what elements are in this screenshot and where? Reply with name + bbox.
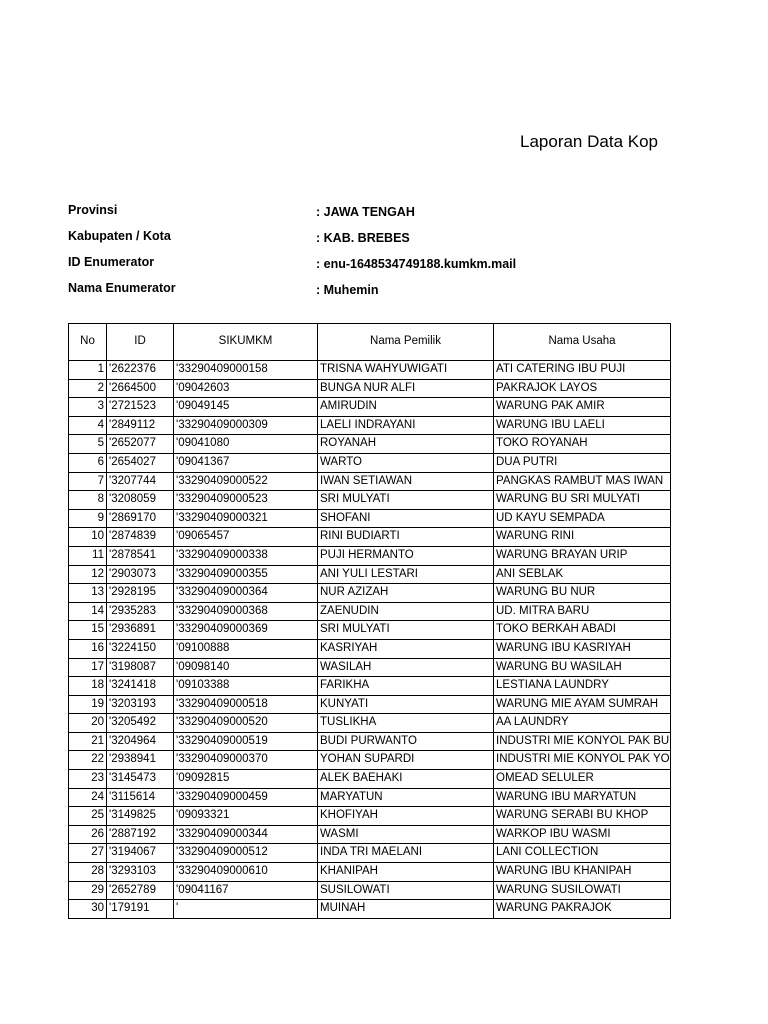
meta-value-nama-enumerator: : Muhemin: [316, 283, 379, 297]
table-row: [69, 825, 671, 844]
cell-sikumkm: '09065457: [174, 528, 318, 547]
cell-sikumkm: '33290409000370: [174, 751, 318, 770]
table-body: [69, 361, 671, 919]
cell-id: '2654027: [107, 453, 174, 472]
cell-id: '3293103: [107, 863, 174, 882]
table-row: [69, 881, 671, 900]
cell-sikumkm: '09041080: [174, 435, 318, 454]
cell-id: '3224150: [107, 639, 174, 658]
cell-nama-usaha: WARKOP IBU WASMI: [494, 825, 671, 844]
cell-sikumkm: '33290409000459: [174, 788, 318, 807]
cell-nama-pemilik: FARIKHA: [318, 677, 494, 696]
cell-sikumkm: '09103388: [174, 677, 318, 696]
header-sikumkm: SIKUMKM: [174, 324, 318, 361]
cell-sikumkm: '33290409000519: [174, 732, 318, 751]
cell-no: 18: [69, 677, 107, 696]
table-row: [69, 900, 671, 919]
cell-nama-pemilik: KASRIYAH: [318, 639, 494, 658]
header-id: ID: [107, 324, 174, 361]
cell-nama-usaha: LANI COLLECTION: [494, 844, 671, 863]
cell-id: '3198087: [107, 658, 174, 677]
cell-id: '3194067: [107, 844, 174, 863]
cell-id: '3241418: [107, 677, 174, 696]
cell-nama-pemilik: TUSLIKHA: [318, 714, 494, 733]
cell-sikumkm: '09098140: [174, 658, 318, 677]
cell-no: 13: [69, 584, 107, 603]
table-row: [69, 714, 671, 733]
meta-label-nama-enumerator: Nama Enumerator: [68, 281, 176, 295]
header-nama-pemilik: Nama Pemilik: [318, 324, 494, 361]
cell-nama-usaha: WARUNG IBU MARYATUN: [494, 788, 671, 807]
cell-nama-usaha: PAKRAJOK LAYOS: [494, 379, 671, 398]
cell-no: 29: [69, 881, 107, 900]
cell-nama-pemilik: KUNYATI: [318, 695, 494, 714]
cell-sikumkm: '09100888: [174, 639, 318, 658]
cell-nama-usaha: TOKO BERKAH ABADI: [494, 621, 671, 640]
table-row: [69, 584, 671, 603]
cell-nama-pemilik: MUINAH: [318, 900, 494, 919]
cell-no: 10: [69, 528, 107, 547]
cell-id: '2869170: [107, 509, 174, 528]
cell-nama-usaha: LESTIANA LAUNDRY: [494, 677, 671, 696]
data-table: [68, 323, 671, 919]
cell-nama-usaha: ATI CATERING IBU PUJI: [494, 361, 671, 380]
cell-nama-pemilik: TRISNA WAHYUWIGATI: [318, 361, 494, 380]
cell-sikumkm: '09041367: [174, 453, 318, 472]
cell-no: 20: [69, 714, 107, 733]
cell-nama-usaha: INDUSTRI MIE KONYOL PAK BU: [494, 732, 671, 751]
cell-sikumkm: '33290409000518: [174, 695, 318, 714]
cell-id: '3205492: [107, 714, 174, 733]
cell-sikumkm: '33290409000520: [174, 714, 318, 733]
cell-nama-usaha: WARUNG MIE AYAM SUMRAH: [494, 695, 671, 714]
cell-no: 12: [69, 565, 107, 584]
cell-sikumkm: '33290409000364: [174, 584, 318, 603]
table-row: [69, 528, 671, 547]
cell-no: 5: [69, 435, 107, 454]
cell-no: 26: [69, 825, 107, 844]
cell-sikumkm: '33290409000369: [174, 621, 318, 640]
cell-id: '2874839: [107, 528, 174, 547]
cell-sikumkm: '33290409000158: [174, 361, 318, 380]
cell-sikumkm: '09042603: [174, 379, 318, 398]
cell-nama-usaha: WARUNG BU NUR: [494, 584, 671, 603]
cell-no: 24: [69, 788, 107, 807]
cell-nama-usaha: WARUNG PAKRAJOK: [494, 900, 671, 919]
cell-nama-usaha: TOKO ROYANAH: [494, 435, 671, 454]
table-row: [69, 751, 671, 770]
meta-value-provinsi: : JAWA TENGAH: [316, 205, 415, 219]
cell-nama-pemilik: SRI MULYATI: [318, 621, 494, 640]
cell-id: '3115614: [107, 788, 174, 807]
cell-nama-pemilik: YOHAN SUPARDI: [318, 751, 494, 770]
table-row: [69, 695, 671, 714]
cell-no: 15: [69, 621, 107, 640]
cell-nama-pemilik: WARTO: [318, 453, 494, 472]
table-row: [69, 677, 671, 696]
cell-nama-usaha: ANI SEBLAK: [494, 565, 671, 584]
cell-no: 4: [69, 416, 107, 435]
cell-sikumkm: '33290409000523: [174, 491, 318, 510]
cell-no: 6: [69, 453, 107, 472]
cell-no: 27: [69, 844, 107, 863]
cell-id: '3149825: [107, 807, 174, 826]
cell-nama-usaha: PANGKAS RAMBUT MAS IWAN: [494, 472, 671, 491]
cell-no: 25: [69, 807, 107, 826]
meta-label-id-enumerator: ID Enumerator: [68, 255, 155, 269]
cell-id: '3208059: [107, 491, 174, 510]
table-row: [69, 435, 671, 454]
cell-nama-pemilik: SUSILOWATI: [318, 881, 494, 900]
table-header-row: [69, 324, 671, 361]
cell-nama-usaha: WARUNG IBU KHANIPAH: [494, 863, 671, 882]
cell-nama-pemilik: LAELI INDRAYANI: [318, 416, 494, 435]
table-row: [69, 770, 671, 789]
cell-nama-usaha: WARUNG SERABI BU KHOP: [494, 807, 671, 826]
cell-nama-pemilik: ROYANAH: [318, 435, 494, 454]
cell-id: '2849112: [107, 416, 174, 435]
cell-sikumkm: '33290409000522: [174, 472, 318, 491]
cell-id: '2935283: [107, 602, 174, 621]
cell-nama-pemilik: IWAN SETIAWAN: [318, 472, 494, 491]
cell-nama-usaha: WARUNG BU WASILAH: [494, 658, 671, 677]
cell-no: 3: [69, 398, 107, 417]
cell-no: 2: [69, 379, 107, 398]
cell-id: '3207744: [107, 472, 174, 491]
table-row: [69, 361, 671, 380]
table-row: [69, 602, 671, 621]
cell-nama-pemilik: BUDI PURWANTO: [318, 732, 494, 751]
cell-nama-usaha: DUA PUTRI: [494, 453, 671, 472]
cell-sikumkm: '09049145: [174, 398, 318, 417]
cell-sikumkm: '33290409000338: [174, 546, 318, 565]
table-row: [69, 398, 671, 417]
cell-id: '2903073: [107, 565, 174, 584]
cell-sikumkm: '09092815: [174, 770, 318, 789]
table-row: [69, 453, 671, 472]
cell-sikumkm: '33290409000321: [174, 509, 318, 528]
table-row: [69, 472, 671, 491]
cell-id: '3203193: [107, 695, 174, 714]
table-row: [69, 844, 671, 863]
cell-sikumkm: '33290409000344: [174, 825, 318, 844]
cell-id: '2721523: [107, 398, 174, 417]
cell-id: '2652077: [107, 435, 174, 454]
cell-nama-pemilik: ALEK BAEHAKI: [318, 770, 494, 789]
cell-no: 14: [69, 602, 107, 621]
cell-nama-usaha: WARUNG BU SRI MULYATI: [494, 491, 671, 510]
cell-id: '2622376: [107, 361, 174, 380]
table-row: [69, 565, 671, 584]
cell-sikumkm: '33290409000309: [174, 416, 318, 435]
cell-no: 21: [69, 732, 107, 751]
cell-no: 16: [69, 639, 107, 658]
cell-no: 30: [69, 900, 107, 919]
cell-no: 8: [69, 491, 107, 510]
meta-value-id-enumerator: : enu-1648534749188.kumkm.mail: [316, 257, 517, 271]
cell-nama-usaha: WARUNG SUSILOWATI: [494, 881, 671, 900]
cell-id: '179191: [107, 900, 174, 919]
cell-nama-usaha: UD. MITRA BARU: [494, 602, 671, 621]
cell-nama-pemilik: NUR AZIZAH: [318, 584, 494, 603]
cell-nama-usaha: OMEAD SELULER: [494, 770, 671, 789]
cell-nama-pemilik: WASMI: [318, 825, 494, 844]
meta-label-kabupaten: Kabupaten / Kota: [68, 229, 171, 243]
table-row: [69, 621, 671, 640]
cell-id: '2887192: [107, 825, 174, 844]
cell-nama-pemilik: SRI MULYATI: [318, 491, 494, 510]
cell-no: 17: [69, 658, 107, 677]
table-row: [69, 509, 671, 528]
meta-label-provinsi: Provinsi: [68, 203, 118, 217]
table-row: [69, 416, 671, 435]
cell-id: '3145473: [107, 770, 174, 789]
cell-nama-pemilik: BUNGA NUR ALFI: [318, 379, 494, 398]
cell-nama-usaha: WARUNG RINI: [494, 528, 671, 547]
cell-id: '2928195: [107, 584, 174, 603]
cell-nama-pemilik: ZAENUDIN: [318, 602, 494, 621]
cell-nama-usaha: WARUNG BRAYAN URIP: [494, 546, 671, 565]
table-row: [69, 807, 671, 826]
cell-sikumkm: '33290409000355: [174, 565, 318, 584]
cell-sikumkm: '33290409000610: [174, 863, 318, 882]
page-title: Laporan Data Kop: [520, 132, 658, 151]
cell-sikumkm: ': [174, 900, 318, 919]
cell-nama-pemilik: KHANIPAH: [318, 863, 494, 882]
meta-value-kabupaten: : KAB. BREBES: [316, 231, 410, 245]
cell-id: '2652789: [107, 881, 174, 900]
cell-id: '3204964: [107, 732, 174, 751]
cell-no: 9: [69, 509, 107, 528]
cell-sikumkm: '09041167: [174, 881, 318, 900]
cell-no: 23: [69, 770, 107, 789]
cell-nama-usaha: WARUNG IBU KASRIYAH: [494, 639, 671, 658]
cell-nama-usaha: INDUSTRI MIE KONYOL PAK YO: [494, 751, 671, 770]
table-row: [69, 863, 671, 882]
cell-sikumkm: '09093321: [174, 807, 318, 826]
cell-nama-pemilik: PUJI HERMANTO: [318, 546, 494, 565]
header-no: No: [69, 324, 107, 361]
table-row: [69, 639, 671, 658]
cell-id: '2664500: [107, 379, 174, 398]
table-row: [69, 658, 671, 677]
cell-nama-usaha: WARUNG IBU LAELI: [494, 416, 671, 435]
cell-nama-pemilik: AMIRUDIN: [318, 398, 494, 417]
table-row: [69, 379, 671, 398]
cell-nama-usaha: AA LAUNDRY: [494, 714, 671, 733]
cell-no: 22: [69, 751, 107, 770]
cell-sikumkm: '33290409000512: [174, 844, 318, 863]
cell-nama-pemilik: KHOFIYAH: [318, 807, 494, 826]
table-row: [69, 788, 671, 807]
cell-id: '2936891: [107, 621, 174, 640]
cell-no: 1: [69, 361, 107, 380]
table-row: [69, 491, 671, 510]
cell-no: 11: [69, 546, 107, 565]
cell-nama-pemilik: INDA TRI MAELANI: [318, 844, 494, 863]
cell-nama-pemilik: SHOFANI: [318, 509, 494, 528]
cell-nama-pemilik: WASILAH: [318, 658, 494, 677]
cell-nama-pemilik: MARYATUN: [318, 788, 494, 807]
cell-no: 28: [69, 863, 107, 882]
cell-nama-usaha: WARUNG PAK AMIR: [494, 398, 671, 417]
cell-no: 7: [69, 472, 107, 491]
header-nama-usaha: Nama Usaha: [494, 324, 671, 361]
cell-nama-pemilik: ANI YULI LESTARI: [318, 565, 494, 584]
cell-nama-pemilik: RINI BUDIARTI: [318, 528, 494, 547]
cell-sikumkm: '33290409000368: [174, 602, 318, 621]
table-row: [69, 732, 671, 751]
cell-id: '2878541: [107, 546, 174, 565]
cell-no: 19: [69, 695, 107, 714]
table-row: [69, 546, 671, 565]
cell-id: '2938941: [107, 751, 174, 770]
cell-nama-usaha: UD KAYU SEMPADA: [494, 509, 671, 528]
